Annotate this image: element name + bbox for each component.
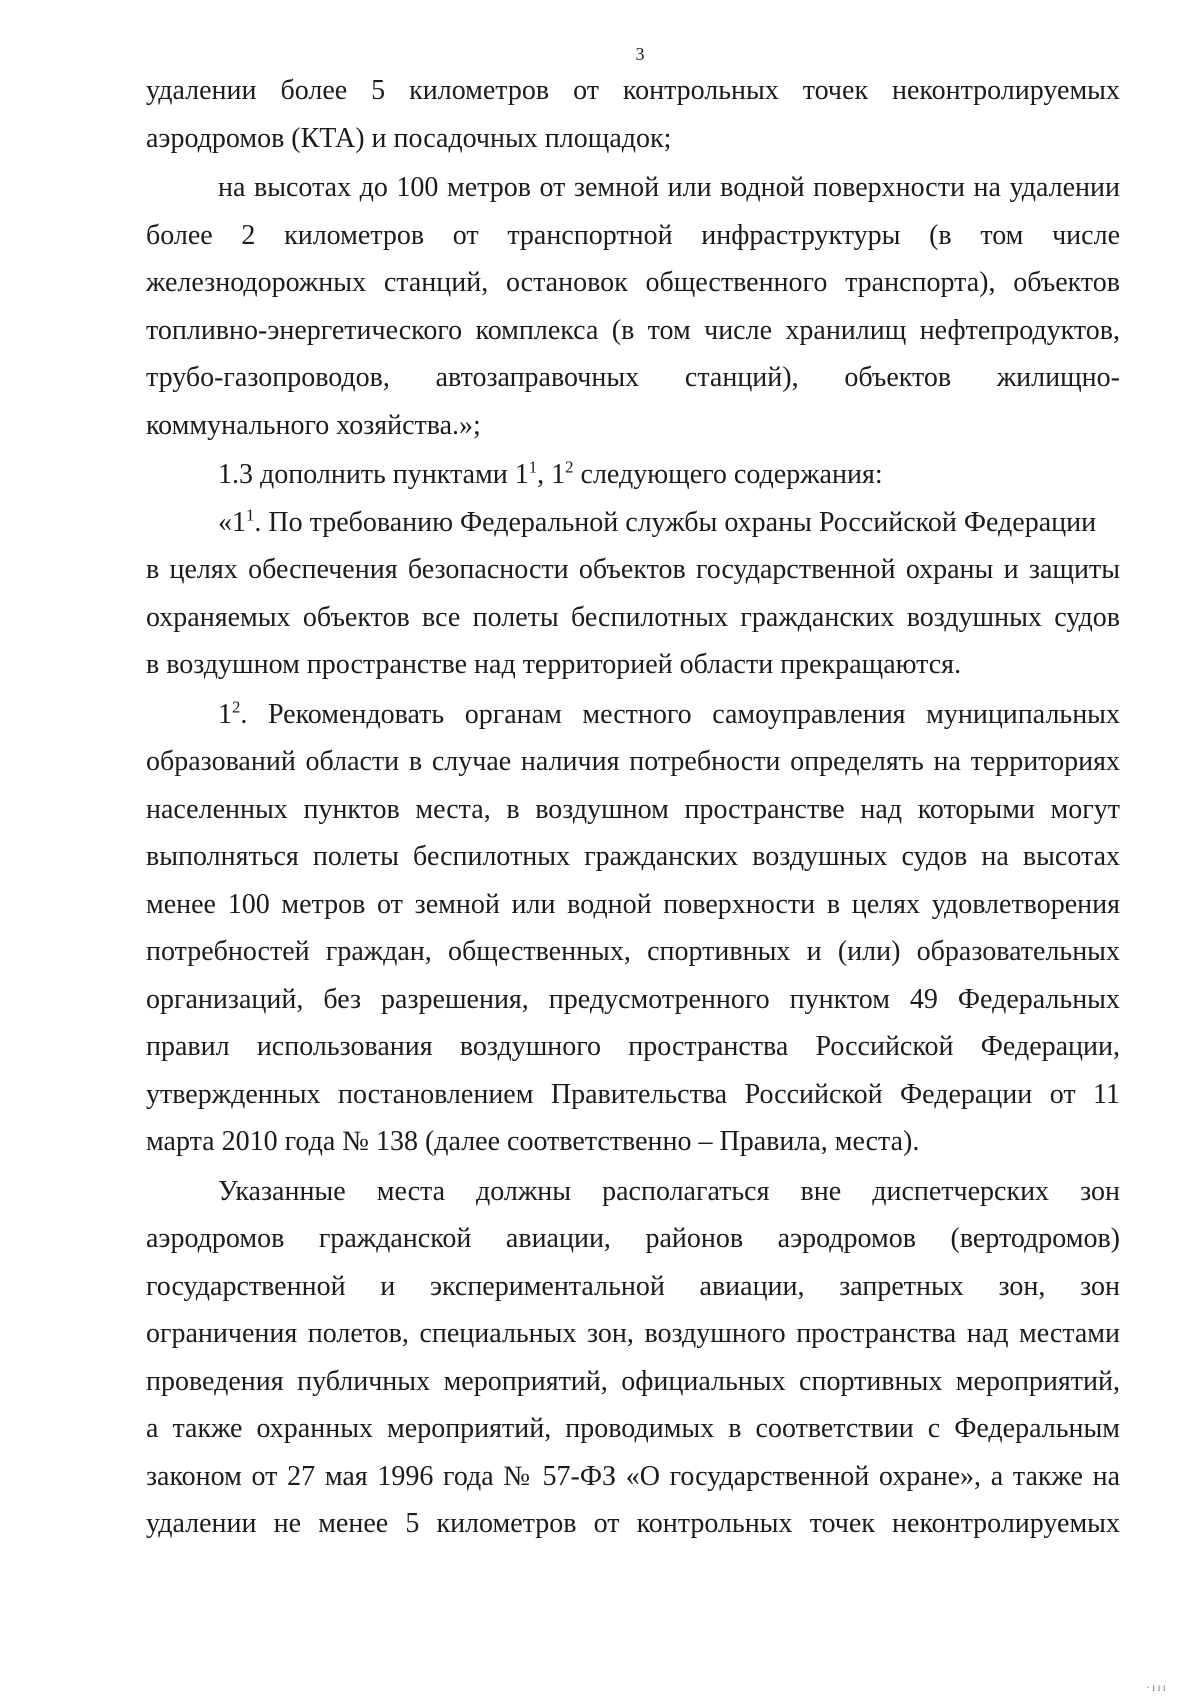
text-line: выполняться полеты беспилотных гражданских воздушных судов на высотах [146, 841, 1120, 872]
text-line: аэродромов (КТА) и посадочных площадок; [146, 122, 672, 154]
text-line: топливно-энергетического комплекса (в том числе хранилищ нефтепродуктов, [146, 314, 1120, 346]
text-line: в воздушном пространстве над территорией области прекращаются. [146, 649, 962, 680]
text-line: а также охранных мероприятий, проводимых в соответствии с Федеральным [146, 1413, 1120, 1444]
item-1-1-text: . По требованию Федеральной службы охраны Российской Федерации [254, 506, 1097, 538]
text-line: аэродромов гражданской авиации, районов аэродромов (вертодромов) [146, 1223, 1120, 1254]
item-1-2-text: . Рекомендовать органам местного самоуправления муниципальных [240, 698, 1120, 730]
text-line: более 2 километров от транспортной инфраструктуры (в том числе [146, 219, 1120, 251]
text-line: законом от 27 мая 1996 года № 57-ФЗ «О государственной охране», а также на [146, 1460, 1120, 1492]
page-number: 3 [635, 44, 645, 64]
item-1-2-text: 1 [218, 698, 232, 730]
item-1-3-line [146, 451, 1120, 499]
superscript: 2 [565, 457, 574, 477]
superscript: 2 [232, 697, 241, 717]
text-line: охраняемых объектов все полеты беспилотных гражданских воздушных судов [146, 601, 1120, 633]
text-line: организаций, без разрешения, предусмотренного пунктом 49 Федеральных [146, 983, 1120, 1015]
text-line: потребностей граждан, общественных, спортивных и (или) образовательных [146, 936, 1120, 967]
item-1-3-text: , 1 [537, 459, 566, 490]
text-line: удалении не менее 5 километров от контрольных точек неконтролируемых [146, 1508, 1120, 1539]
item-1-1-line [146, 499, 1120, 547]
text-line: проведения публичных мероприятий, официальных спортивных мероприятий, [146, 1365, 1120, 1397]
item-1-3-text: 1.3 дополнить пунктами 1 [218, 459, 529, 490]
text-line: образований области в случае наличия потребности определять на территориях [146, 746, 1120, 777]
text-line: утвержденных постановлением Правительства Российской Федерации от 11 [146, 1078, 1120, 1110]
text-line: железнодорожных станций, остановок общественного транспорта), объектов [146, 267, 1120, 298]
superscript: 1 [528, 457, 538, 477]
text-line: марта 2010 года № 138 (далее соответственно – Правила, места). [146, 1126, 920, 1157]
text-line: ограничения полетов, специальных зон, воздушного пространства над местами [146, 1318, 1120, 1349]
text-line: правил использования воздушного пространства Российской Федерации, [146, 1031, 1120, 1062]
scan-marks: ·ııı [1146, 1680, 1168, 1694]
document-body [146, 67, 1120, 1548]
text-line: населенных пунктов места, в воздушном пространстве над которыми могут [146, 793, 1120, 825]
text-line: на высотах до 100 метров от земной или водной поверхности на удалении [218, 172, 1120, 203]
text-line: Указанные места должны располагаться вне диспетчерских зон [218, 1175, 1120, 1207]
text-line: коммунального хозяйства.»; [146, 409, 481, 441]
item-1-1-text: «1 [218, 506, 246, 538]
text-line: удалении более 5 километров от контрольных точек неконтролируемых [146, 75, 1120, 106]
superscript: 1 [246, 505, 255, 525]
item-1-3-text: следующего содержания: [573, 459, 883, 490]
item-1-2-line [146, 691, 1120, 739]
text-line: менее 100 метров от земной или водной поверхности в целях удовлетворения [146, 888, 1120, 920]
text-line: трубо-газопроводов, автозаправочных станций), объектов жилищно- [146, 362, 1120, 393]
text-line: в целях обеспечения безопасности объектов государственной охраны и защиты [146, 554, 1120, 585]
text-line: государственной и экспериментальной авиации, запретных зон, зон [146, 1270, 1120, 1302]
